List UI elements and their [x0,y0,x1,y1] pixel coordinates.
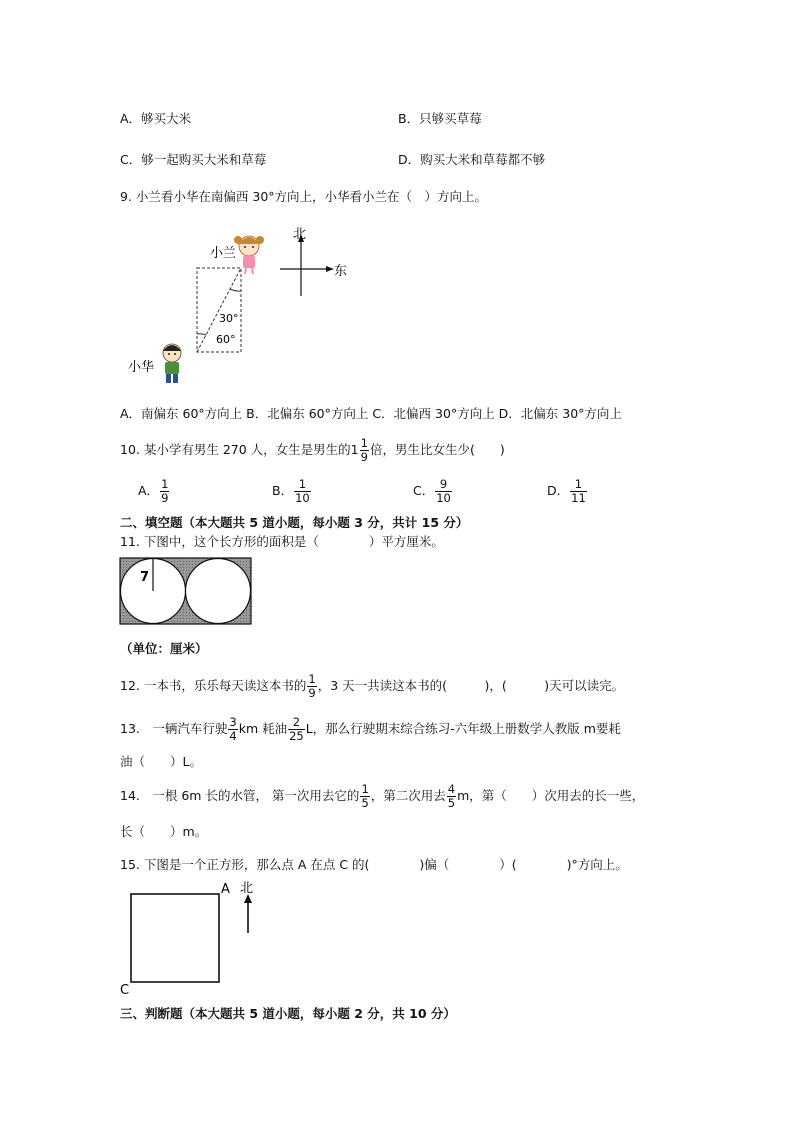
fraction-denominator: 25 [289,729,304,743]
q13-line-2: 油（ ）L。 [120,754,202,769]
q9-stem: 9. 小兰看小华在南偏西 30°方向上，小华看小兰在（ ）方向上。 [120,189,488,204]
fraction-numerator: 2 [288,717,305,731]
q10-stem-pre: 10. 某小学有男生 270 人，女生是男生的 [120,442,351,457]
fraction-denominator: 9 [161,491,169,505]
fraction-numerator: 3 [229,714,237,729]
fraction-denominator: 10 [295,491,310,505]
q12-pre: 12. 一本书，乐乐每天读这本书的 [120,678,307,693]
angle-arc-60 [197,334,206,335]
compass-east-label: 东 [334,264,348,279]
q11-rectangle-figure [119,557,253,627]
q14-stem [120,781,644,811]
angle-30-label: 30° [219,312,239,325]
q15-stem: 15. 下图是一个正方形，那么点 A 在点 C 的( )偏（ ）( )°方向上。 [120,857,628,872]
fraction-numerator: 1 [360,435,368,450]
q14-fraction-1 [360,781,369,810]
fraction-denominator: 4 [229,729,237,743]
xiaolan-label: 小兰 [210,246,237,261]
q10-option-a [138,476,170,506]
q10-option-b [272,476,312,506]
square [131,894,219,982]
fraction-numerator: 4 [447,781,456,796]
q10-stem [120,436,505,464]
q14-pre: 14. 一根 6m 长的水管， 第一次用去它的 [120,788,360,803]
q13-fraction-2 [288,714,305,743]
fraction-numerator: 1 [161,476,169,491]
q14-mid: ，第二次用去 [370,788,446,803]
mixed-whole: 1 [350,442,359,457]
fraction-denominator: 11 [571,491,586,505]
q13-fraction-1 [228,714,237,743]
point-a-label: A [221,882,230,897]
q13-mid: km 耗油 [238,721,288,736]
q8-option-a: A．够买大米 [120,111,192,126]
q12-fraction [307,671,316,700]
q9-options: A．南偏东 60°方向上 B．北偏东 60°方向上 C．北偏西 30°方向上 D．北偏东 30°方向上 [120,406,622,421]
fraction-denominator: 5 [447,796,456,810]
q14-fraction-2 [447,781,456,810]
xiaohua-label: 小华 [128,360,155,375]
option-label: B． [272,483,294,498]
q11-stem: 11. 下图中，这个长方形的面积是（ ）平方厘米。 [120,534,444,549]
q15-square-figure [116,880,276,1000]
fraction-numerator: 1 [308,671,316,686]
right-circle [186,559,251,624]
q10-stem-post: 倍，男生比女生少( ) [369,442,505,457]
q13-post: L，那么行驶期末综合练习-六年级上册数学人教版 m要耗 [305,721,621,736]
boy-figure-icon [163,344,181,383]
q8-option-d: D．购买大米和草莓都不够 [398,152,546,167]
q13-stem [120,714,621,744]
angle-arc-30 [230,289,241,291]
q10-option-c [413,476,453,506]
q12-post: ，3 天一共读这本书的( )，( )天可以读完。 [317,678,625,693]
option-fraction [294,476,311,505]
mixed-fraction [360,435,369,464]
q11-unit-note: （单位：厘米） [120,641,208,656]
radius-label: 7 [140,570,150,585]
compass-north-label: 北 [293,227,307,242]
north-label: 北 [240,881,254,896]
q9-direction-figure [120,222,360,390]
option-label: A． [138,483,160,498]
fraction-denominator: 9 [360,450,368,464]
option-fraction [435,476,452,505]
q10-option-d [547,476,588,506]
angle-60-label: 60° [216,333,236,346]
point-c-label: C [120,983,130,998]
q8-option-b: B．只够买草莓 [398,111,482,126]
section-2-heading: 二、填空题（本大题共 5 道小题，每小题 3 分，共计 15 分） [120,515,469,530]
q14-post: m，第（ ）次用去的长一些， [457,788,645,803]
fraction-numerator: 1 [361,781,369,796]
option-label: D． [547,483,570,498]
q14-line-2: 长（ ）m。 [120,824,208,839]
fraction-denominator: 9 [308,686,316,700]
fraction-numerator: 9 [435,479,452,493]
fraction-numerator: 1 [294,479,311,493]
option-fraction [570,476,587,505]
q12-stem [120,672,624,700]
fraction-denominator: 10 [436,491,451,505]
fraction-denominator: 5 [361,796,369,810]
option-fraction [160,476,169,505]
section-3-heading: 三、判断题（本大题共 5 道小题，每小题 2 分，共 10 分） [120,1006,456,1021]
option-label: C． [413,483,435,498]
fraction-numerator: 1 [570,479,587,493]
q13-pre: 13. 一辆汽车行驶 [120,721,228,736]
q8-option-c: C．够一起购买大米和草莓 [120,152,267,167]
east-arrowhead [326,266,334,272]
